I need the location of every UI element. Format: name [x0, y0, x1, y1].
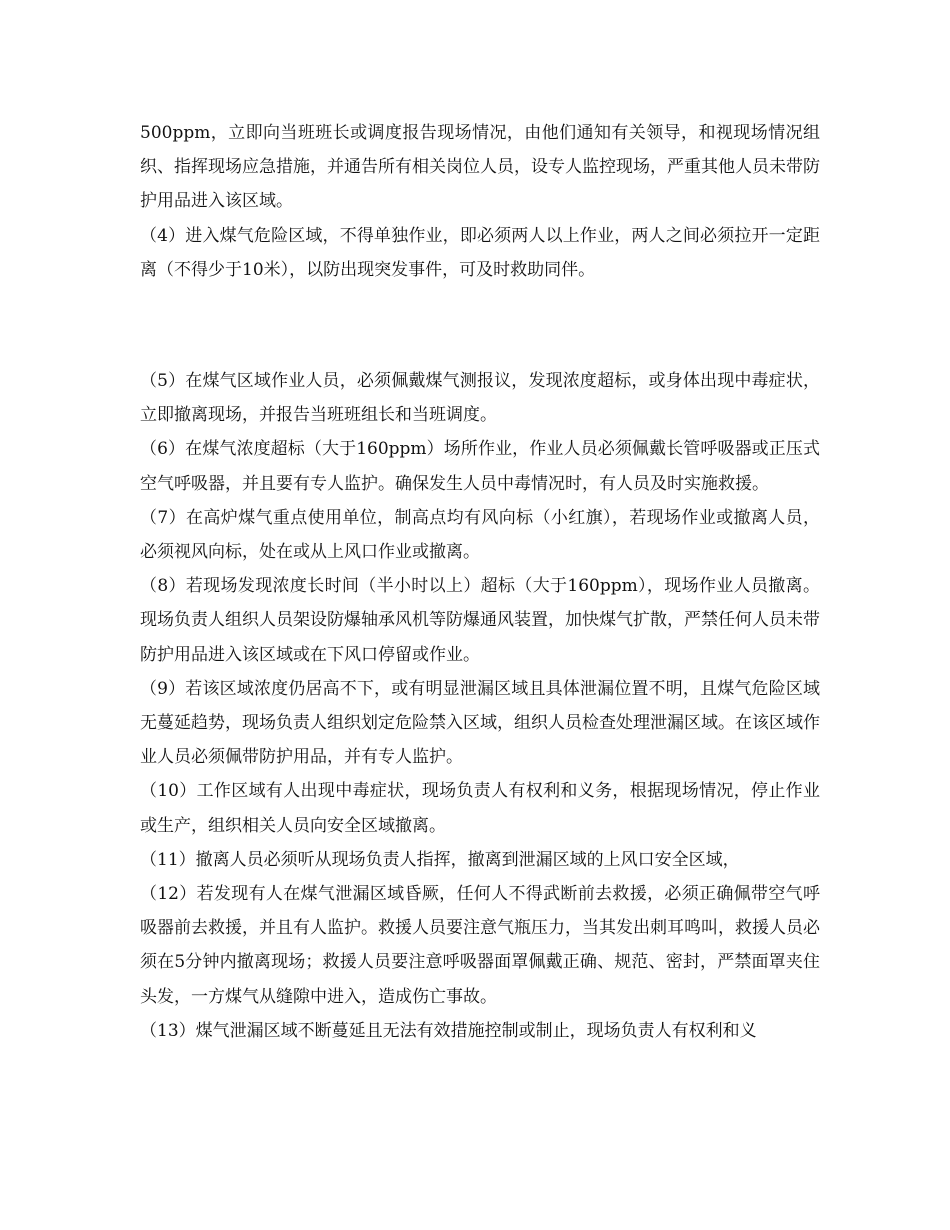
paragraph-item-7: （7）在高炉煤气重点使用单位，制高点均有风向标（小红旗），若现场作业或撤离人员，必须视风向标，处在或从上风口作业或撤离。 — [140, 507, 820, 563]
paragraph-item-8: （8）若现场发现浓度长时间（半小时以上）超标（大于160ppm），现场作业人员撤离。现场负责人组织人员架设防爆轴承风机等防爆通风装置，加快煤气扩散，严禁任何人员未带防护用品进入该区域或在下风口停留或作业。 — [140, 576, 820, 665]
paragraph-item-13: （13）煤气泄漏区域不断蔓延且无法有效措施控制或制止，现场负责人有权利和义 — [140, 1020, 757, 1041]
paragraph-item-12: （12）若发现有人在煤气泄漏区域昏厥，任何人不得武断前去救援，必须正确佩带空气呼吸器前去救援，并且有人监护。救援人员要注意气瓶压力，当其发出刺耳鸣叫，救援人员必须在5分钟内撤离现场；救援人员要注意呼吸器面罩佩戴正确、规范、密封，严禁面罩夹住头发，一方煤气从缝隙中进入，造成伤亡事故。 — [140, 884, 820, 1007]
text-section-main — [140, 364, 820, 1048]
paragraph-item-4: （4）进入煤气危险区域，不得单独作业，即必须两人以上作业，两人之间必须拉开一定距离（不得少于10米），以防出现突发事件，可及时救助同伴。 — [140, 225, 820, 280]
paragraph-item-10: （10）工作区域有人出现中毒症状，现场负责人有权利和义务，根据现场情况，停止作业或生产，组织相关人员向安全区域撤离。 — [140, 781, 820, 836]
paragraph-item-5: （5）在煤气区域作业人员，必须佩戴煤气测报议，发现浓度超标，或身体出现中毒症状，立即撤离现场，并报告当班班组长和当班调度。 — [140, 371, 820, 426]
paragraph-item-11: （11）撤离人员必须听从现场负责人指挥，撤离到泄漏区域的上风口安全区域， — [140, 849, 740, 870]
paragraph-500ppm-report: 500ppm，立即向当班班长或调度报告现场情况，由他们通知有关领导，和视现场情况组织、指挥现场应急措施，并通告所有相关岗位人员，设专人监控现场，严重其他人员未带防护用品进入该区域。 — [140, 123, 820, 212]
text-section-top — [140, 116, 820, 287]
paragraph-item-6: （6）在煤气浓度超标（大于160ppm）场所作业，作业人员必须佩戴长管呼吸器或正压式空气呼吸器，并且要有专人监护。确保发生人员中毒情况时，有人员及时实施救援。 — [140, 439, 820, 494]
paragraph-item-9: （9）若该区域浓度仍居高不下，或有明显泄漏区域且具体泄漏位置不明，且煤气危险区域无蔓延趋势，现场负责人组织划定危险禁入区域，组织人员检查处理泄漏区域。在该区域作业人员必须佩带防护用品，并有专人监护。 — [140, 678, 820, 768]
